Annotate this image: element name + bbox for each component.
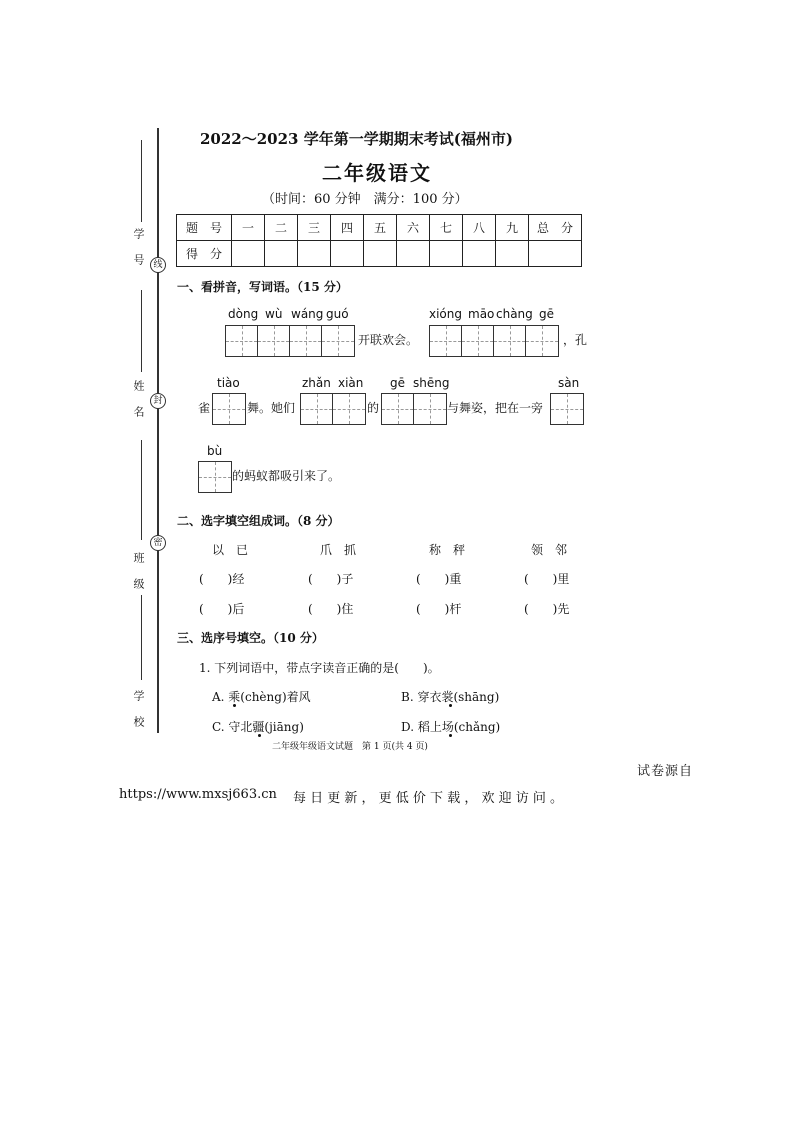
score-header-cell: 题 号 bbox=[177, 215, 232, 241]
sentence-text: 的蚂蚁都吸引来了。 bbox=[232, 469, 341, 483]
pinyin: tiào bbox=[217, 376, 240, 390]
sentence-text: 与舞姿，把在一旁 bbox=[447, 401, 544, 415]
sentence-text: ，孔 bbox=[563, 333, 588, 347]
source-label: 试卷源自 bbox=[637, 764, 694, 779]
exam-title: 2022～2023 学年第一学期期末考试(福州市) bbox=[200, 130, 513, 148]
score-header-cell: 三 bbox=[298, 215, 331, 241]
emphasis-dot bbox=[449, 704, 452, 707]
field-name-line[interactable] bbox=[141, 290, 142, 372]
score-header-cell: 二 bbox=[265, 215, 298, 241]
writing-boxes[interactable] bbox=[212, 393, 246, 425]
fill-blank[interactable]: ( )后 bbox=[199, 602, 245, 616]
score-input-cell[interactable] bbox=[496, 241, 529, 267]
score-input-cell[interactable] bbox=[529, 241, 582, 267]
field-school-line[interactable] bbox=[141, 595, 142, 680]
source-url[interactable]: https://www.mxsj663.cn bbox=[119, 787, 277, 802]
writing-cell[interactable] bbox=[462, 326, 494, 356]
section1-heading: 一、看拼音，写词语。（15 分） bbox=[177, 280, 348, 294]
score-row-label: 得 分 bbox=[177, 241, 232, 267]
fill-blank[interactable]: ( )住 bbox=[308, 602, 354, 616]
score-input-cell[interactable] bbox=[298, 241, 331, 267]
fill-blank[interactable]: ( )子 bbox=[308, 572, 354, 586]
score-header-cell: 六 bbox=[397, 215, 430, 241]
score-input-cell[interactable] bbox=[331, 241, 364, 267]
writing-cell[interactable] bbox=[551, 394, 583, 424]
writing-boxes[interactable] bbox=[300, 393, 366, 425]
label-name: 姓 名 bbox=[132, 380, 145, 419]
score-table bbox=[176, 214, 582, 267]
section3-heading: 三、选序号填空。（10 分） bbox=[177, 631, 324, 645]
label-school: 学 校 bbox=[132, 690, 145, 729]
score-header-cell: 五 bbox=[364, 215, 397, 241]
field-class-line[interactable] bbox=[141, 440, 142, 540]
emphasis-dot bbox=[258, 734, 261, 737]
writing-boxes[interactable] bbox=[225, 325, 355, 357]
writing-cell[interactable] bbox=[333, 394, 365, 424]
pinyin: gē bbox=[539, 307, 554, 321]
writing-cell[interactable] bbox=[322, 326, 354, 356]
writing-cell[interactable] bbox=[382, 394, 414, 424]
emphasis-dot bbox=[233, 704, 236, 707]
emphasis-dot bbox=[449, 734, 452, 737]
score-header-cell: 总 分 bbox=[529, 215, 582, 241]
score-header-cell: 七 bbox=[430, 215, 463, 241]
option-b[interactable]: B. 穿衣裳(shāng) bbox=[401, 690, 500, 704]
sentence-text: 舞。她们 bbox=[247, 401, 296, 415]
fill-blank[interactable]: ( )经 bbox=[199, 572, 245, 586]
char-pair: 领 邻 bbox=[531, 543, 568, 557]
seal-seal-mark: 封 bbox=[150, 393, 166, 409]
writing-cell[interactable] bbox=[199, 462, 231, 492]
page-footer: 二年级年级语文试题 第 1 页(共 4 页) bbox=[272, 742, 428, 752]
pinyin: chàng bbox=[496, 307, 533, 321]
writing-cell[interactable] bbox=[494, 326, 526, 356]
pinyin: gē bbox=[390, 376, 405, 390]
score-table-header-row bbox=[177, 215, 582, 241]
writing-cell[interactable] bbox=[213, 394, 245, 424]
pinyin: dòng bbox=[228, 307, 259, 321]
fill-blank[interactable]: ( )重 bbox=[416, 572, 462, 586]
score-input-cell[interactable] bbox=[397, 241, 430, 267]
label-class: 班 级 bbox=[132, 552, 145, 591]
score-input-cell[interactable] bbox=[232, 241, 265, 267]
fill-blank[interactable]: ( )先 bbox=[524, 602, 570, 616]
pinyin: zhǎn bbox=[302, 376, 331, 390]
score-input-cell[interactable] bbox=[265, 241, 298, 267]
pinyin: sàn bbox=[558, 376, 580, 390]
option-c[interactable]: C. 守北疆(jiāng) bbox=[212, 720, 304, 734]
pinyin: xióng bbox=[429, 307, 462, 321]
fill-blank[interactable]: ( )杆 bbox=[416, 602, 462, 616]
pinyin: guó bbox=[326, 307, 349, 321]
slogan: 每 日 更 新 ， 更 低 价 下 载 ， 欢 迎 访 问 。 bbox=[293, 791, 563, 806]
writing-cell[interactable] bbox=[430, 326, 462, 356]
pinyin: xiàn bbox=[338, 376, 364, 390]
sentence-text: 开联欢会。 bbox=[358, 333, 419, 347]
question-1: 1. 下列词语中，带点字读音正确的是( )。 bbox=[199, 661, 440, 675]
pinyin: bù bbox=[207, 444, 223, 458]
pinyin: wáng bbox=[291, 307, 324, 321]
pinyin: wù bbox=[265, 307, 283, 321]
section2-heading: 二、选字填空组成词。（8 分） bbox=[177, 514, 340, 528]
option-a[interactable]: A. 乘(chèng)着风 bbox=[212, 690, 311, 704]
score-header-cell: 八 bbox=[463, 215, 496, 241]
score-table-score-row bbox=[177, 241, 582, 267]
label-student-id: 学 号 bbox=[132, 228, 145, 267]
writing-boxes[interactable] bbox=[381, 393, 447, 425]
writing-boxes[interactable] bbox=[198, 461, 232, 493]
sentence-text: 的 bbox=[367, 401, 380, 415]
score-header-cell: 一 bbox=[232, 215, 265, 241]
option-d[interactable]: D. 稻上场(chǎng) bbox=[401, 720, 501, 734]
char-pair: 爪 抓 bbox=[320, 543, 357, 557]
writing-cell[interactable] bbox=[226, 326, 258, 356]
fill-blank[interactable]: ( )里 bbox=[524, 572, 570, 586]
seal-secret-mark: 密 bbox=[150, 535, 166, 551]
score-header-cell: 九 bbox=[496, 215, 529, 241]
score-header-cell: 四 bbox=[331, 215, 364, 241]
writing-cell[interactable] bbox=[290, 326, 322, 356]
char-pair: 以 已 bbox=[212, 543, 249, 557]
writing-cell[interactable] bbox=[526, 326, 558, 356]
pinyin: māo bbox=[468, 307, 495, 321]
score-input-cell[interactable] bbox=[430, 241, 463, 267]
subject-title: 二年级语文 bbox=[322, 161, 432, 185]
score-input-cell[interactable] bbox=[463, 241, 496, 267]
seal-line-mark: 线 bbox=[150, 257, 166, 273]
writing-cell[interactable] bbox=[301, 394, 333, 424]
char-pair: 称 秤 bbox=[429, 543, 466, 557]
writing-boxes[interactable] bbox=[550, 393, 584, 425]
writing-cell[interactable] bbox=[258, 326, 290, 356]
score-input-cell[interactable] bbox=[364, 241, 397, 267]
binding-line bbox=[157, 128, 159, 733]
field-student-id-line[interactable] bbox=[141, 140, 142, 222]
pinyin: shēng bbox=[413, 376, 450, 390]
writing-boxes[interactable] bbox=[429, 325, 559, 357]
writing-cell[interactable] bbox=[414, 394, 446, 424]
sentence-text: 雀 bbox=[198, 401, 211, 415]
exam-info: （时间：60 分钟 满分：100 分） bbox=[262, 192, 468, 207]
